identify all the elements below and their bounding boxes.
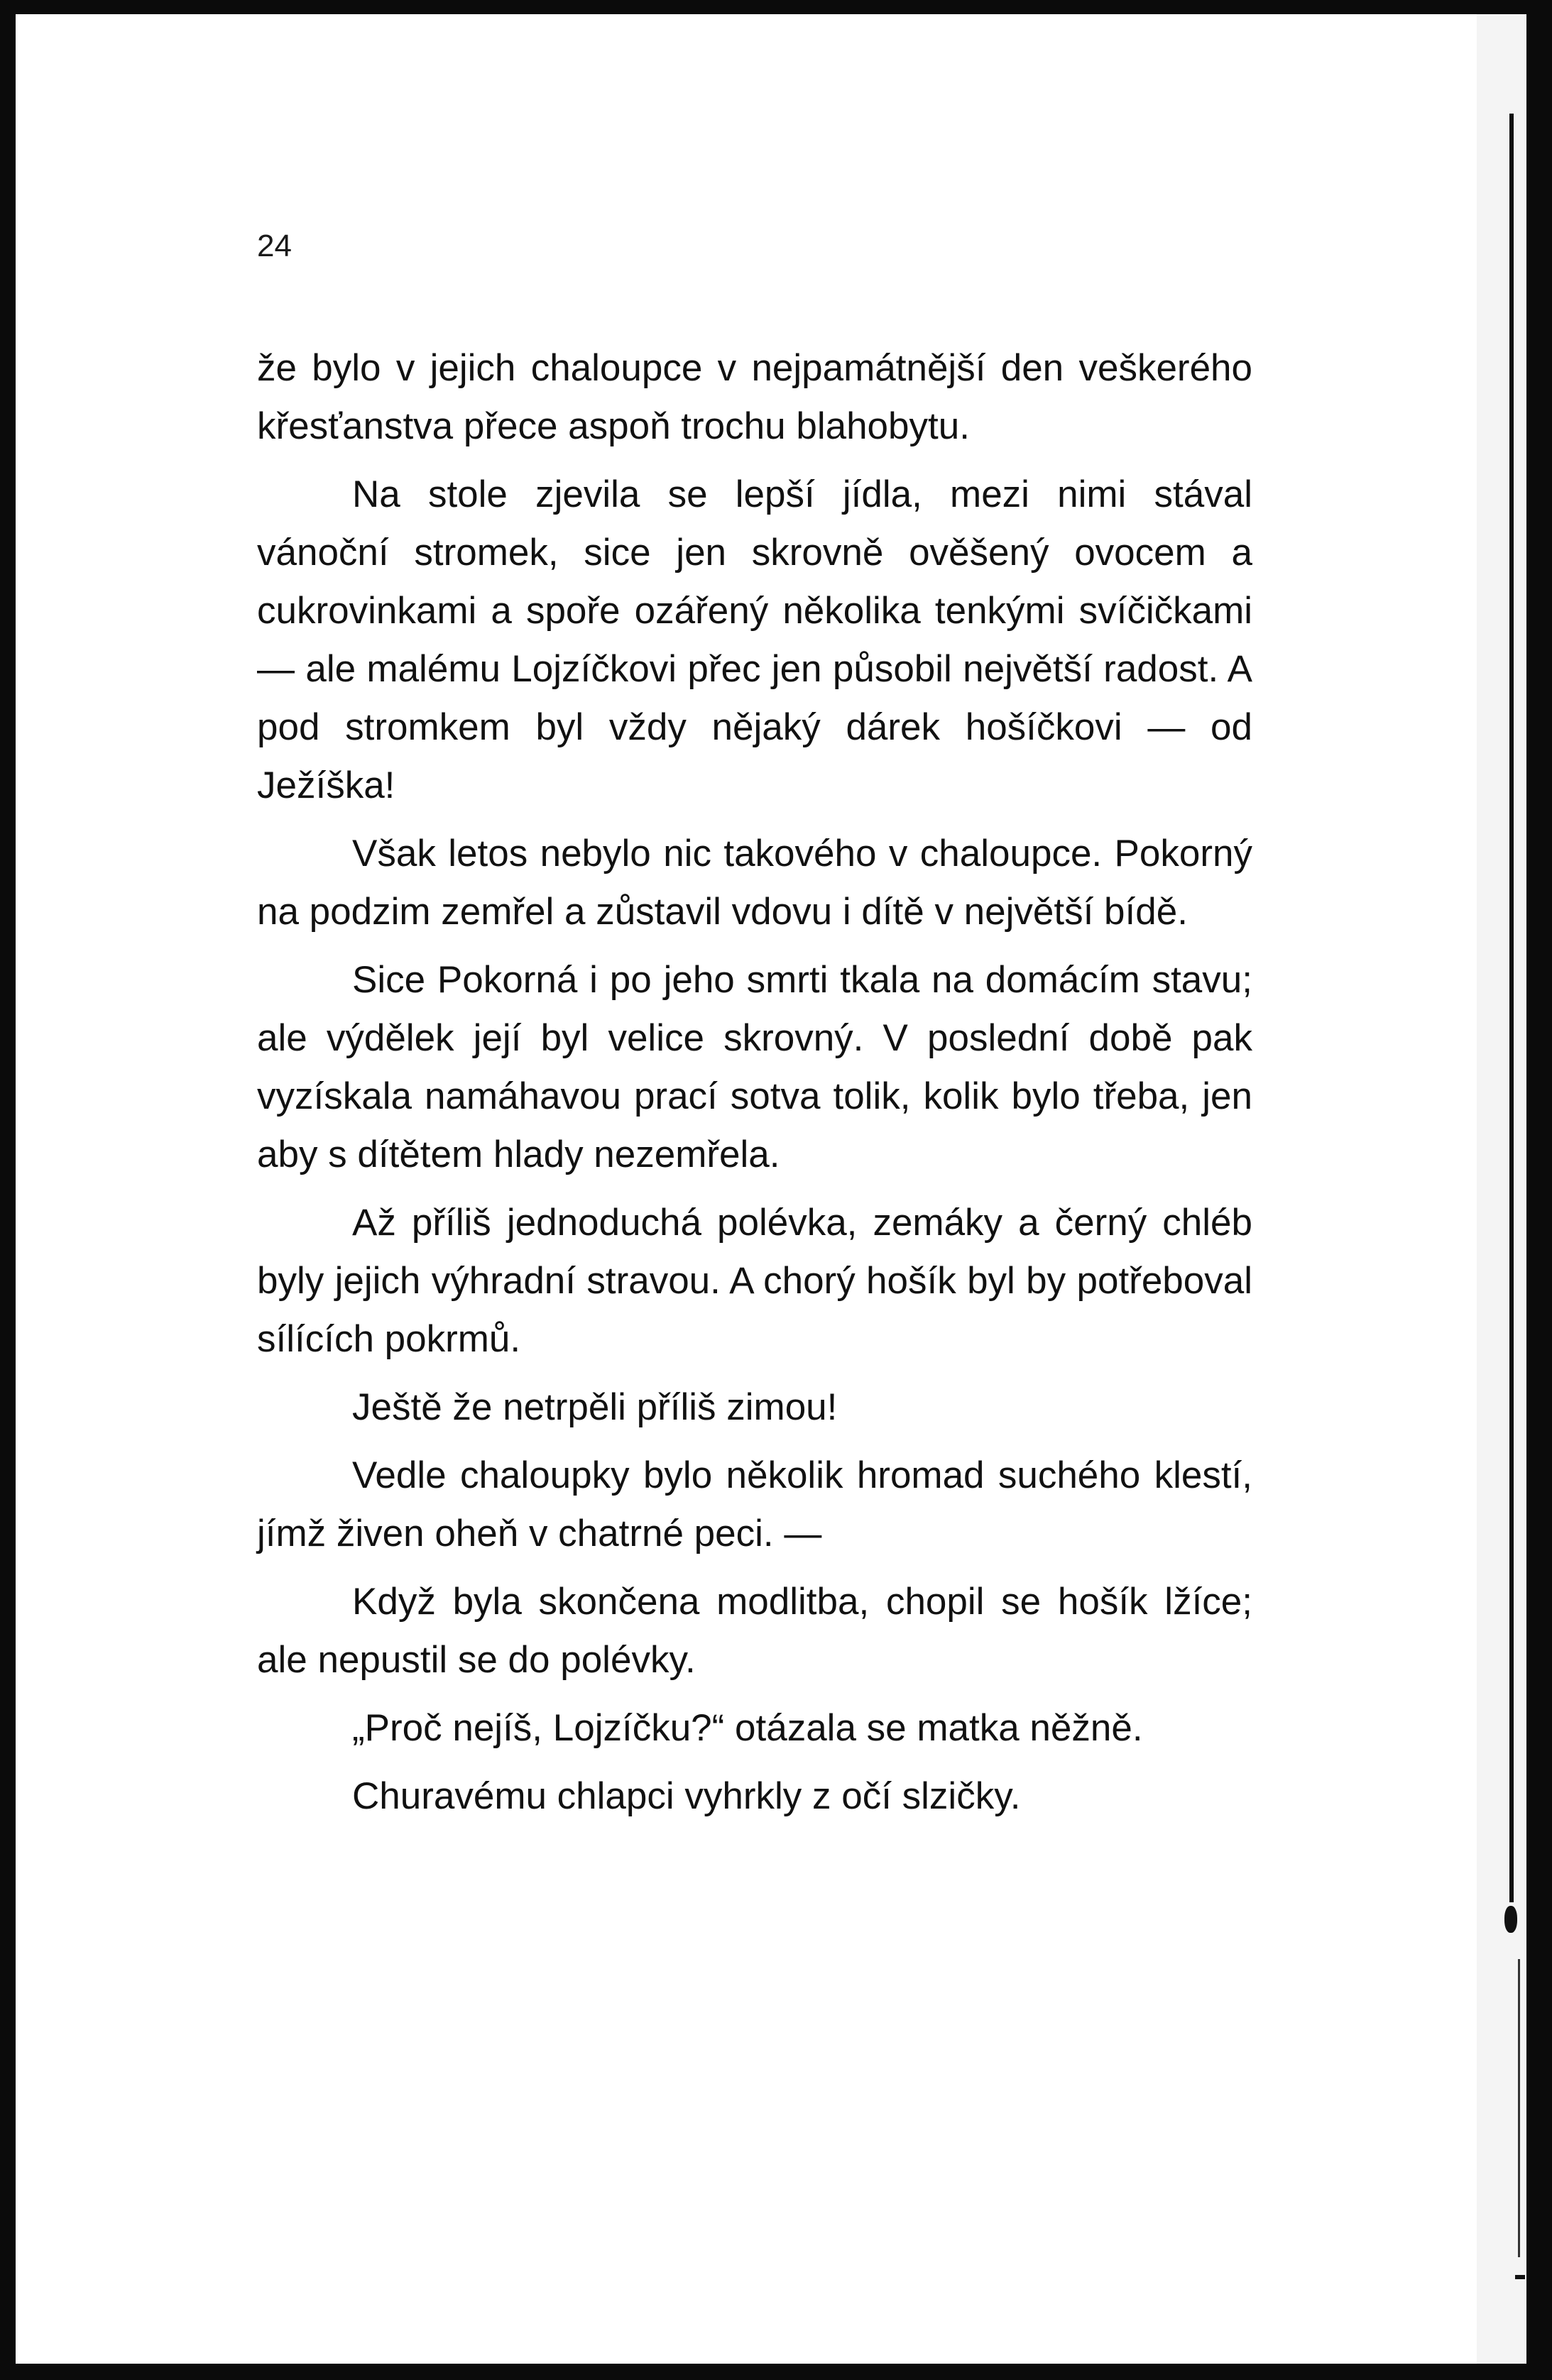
paragraph-4: Sice Pokorná i po jeho smrti tkala na domácím stavu; ale výdělek její byl velice skrovný. V poslední době pak vyzískala namáhavou prací sotva tolik, kolik bylo třeba, jen aby s dítětem hlady nezemřela.: [257, 959, 1252, 1175]
body-text: [257, 339, 1252, 1836]
paragraph-10: Churavému chlapci vyhrkly z očí slzičky.: [352, 1775, 1021, 1817]
paragraph-7: Vedle chaloupky bylo několik hromad suchého klestí, jímž živen oheň v chatrné peci. —: [257, 1454, 1252, 1554]
paragraph-2: Na stole zjevila se lepší jídla, mezi nimi stával vánoční stromek, sice jen skrovně ověšený ovocem a cukrovinkami a spoře ozářený několika tenkými svíčičkami — ale malému Lojzíčkovi přec jen působil největší radost. A pod stromkem byl vždy nějaký dárek hošíčkovi — od Ježíška!: [257, 473, 1252, 806]
binding-mark: [1504, 1906, 1517, 1933]
paragraph-1: že bylo v jejich chaloupce v nejpamátnější den veškerého křesťanstva přece aspoň trochu blahobytu.: [257, 347, 1252, 447]
paragraph-6: Ještě že netrpěli příliš zimou!: [352, 1386, 838, 1428]
paragraph-8: Když byla skončena modlitba, chopil se hošík lžíce; ale nepustil se do polévky.: [257, 1581, 1252, 1681]
paragraph-9: „Proč nejíš, Lojzíčku?“ otázala se matka něžně.: [352, 1707, 1143, 1749]
paragraph-5: Až příliš jednoduchá polévka, zemáky a černý chléb byly jejich výhradní stravou. A chorý hošík byl by potřeboval sílících pokrmů.: [257, 1202, 1252, 1360]
binding-dash: [1515, 2275, 1525, 2279]
binding-line-lower: [1518, 1959, 1520, 2257]
binding-line: [1509, 114, 1514, 1902]
page-number: 24: [257, 229, 292, 263]
paragraph-3: Však letos nebylo nic takového v chaloupce. Pokorný na podzim zemřel a zůstavil vdovu i dítě v největší bídě.: [257, 833, 1252, 933]
